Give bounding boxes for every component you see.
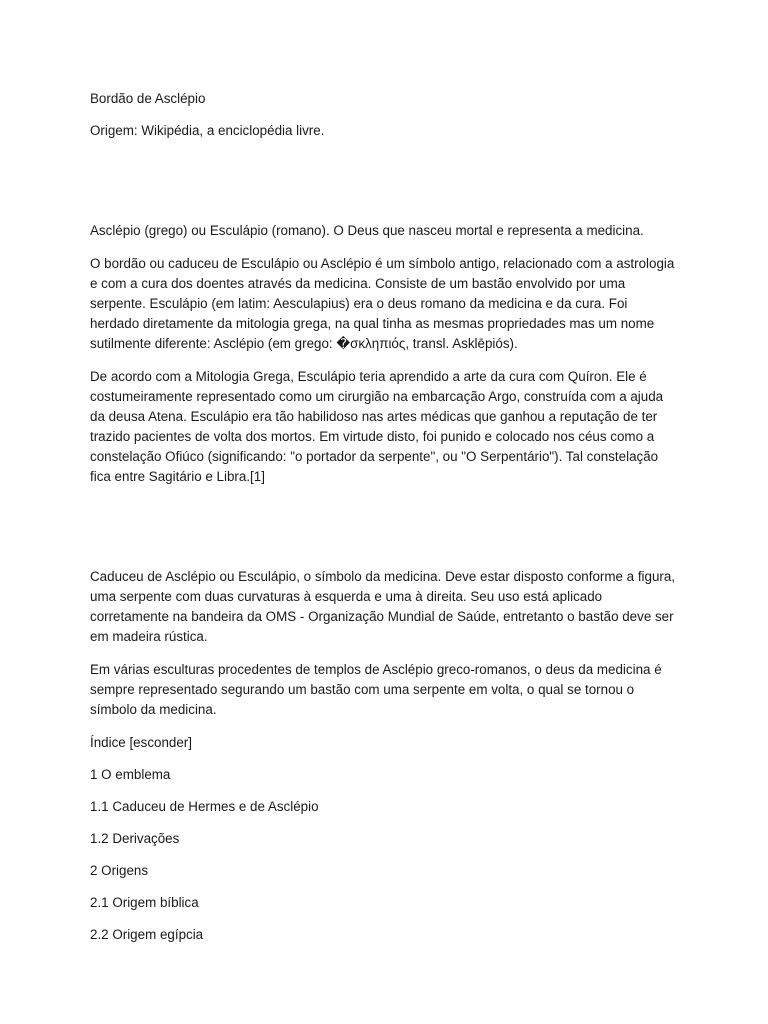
document-title: Bordão de Asclépio <box>90 91 206 106</box>
source-line: Origem: Wikipédia, a enciclopédia livre. <box>90 123 325 138</box>
toc-item: 2.1 Origem bíblica <box>90 895 199 910</box>
paragraph-caduceu: Caduceu de Asclépio ou Esculápio, o símbolo da medicina. Deve estar disposto conforme a figura, uma serpente com duas curvaturas à esquerda e uma à direita. Seu uso está aplicado corretamente na bandeira da OMS - Organização Mundial de Saúde, entretanto o bastão deve ser em madeira rústica. <box>90 569 676 644</box>
paragraph-bordao: O bordão ou caduceu de Esculápio ou Asclépio é um símbolo antigo, relacionado com a astrologia e com a cura dos doentes através da medicina. Consiste de um bastão envolvido por uma serpente. Esculápio (em latim: Aesculapius) era o deus romano da medicina e da cura. Foi herdado diretamente da mitologia grega, na qual tinha as mesmas propriedades mas um nome sutilmente diferente: Asclépio (em grego: �σκληπιός, transl. Asklēpiós). <box>90 256 675 351</box>
toc-item: 2 Origens <box>90 863 149 878</box>
document-page <box>90 89 680 957</box>
toc-item: 2.2 Origem egípcia <box>90 927 204 942</box>
paragraph-mitologia: De acordo com a Mitologia Grega, Esculápio teria aprendido a arte da cura com Quíron. Ele é costumeiramente representado como um cirurgião na embarcação Argo, construída com a ajuda da deusa Atena. Esculápio era tão habilidoso nas artes médicas que ganhou a reputação de ter trazido pacientes de volta dos mortos. Em virtude disto, foi punido e colocado nos céus como a constelação Ofiúco (significando: "o portador da serpente", ou "O Serpentário"). Tal constelação fica entre Sagitário e Libra.[1] <box>90 369 664 484</box>
toc-item: 1.2 Derivações <box>90 831 180 846</box>
toc-heading: Índice [esconder] <box>90 735 192 750</box>
toc-item: 1.1 Caduceu de Hermes e de Asclépio <box>90 799 319 814</box>
paragraph-esculturas: Em várias esculturas procedentes de templos de Asclépio greco-romanos, o deus da medicina é sempre representado segurando um bastão com uma serpente em volta, o qual se tornou o símbolo da medicina. <box>90 662 662 717</box>
toc-item: 1 O emblema <box>90 767 171 782</box>
intro-paragraph: Asclépio (grego) ou Esculápio (romano). O Deus que nasceu mortal e representa a medicina. <box>90 223 644 238</box>
